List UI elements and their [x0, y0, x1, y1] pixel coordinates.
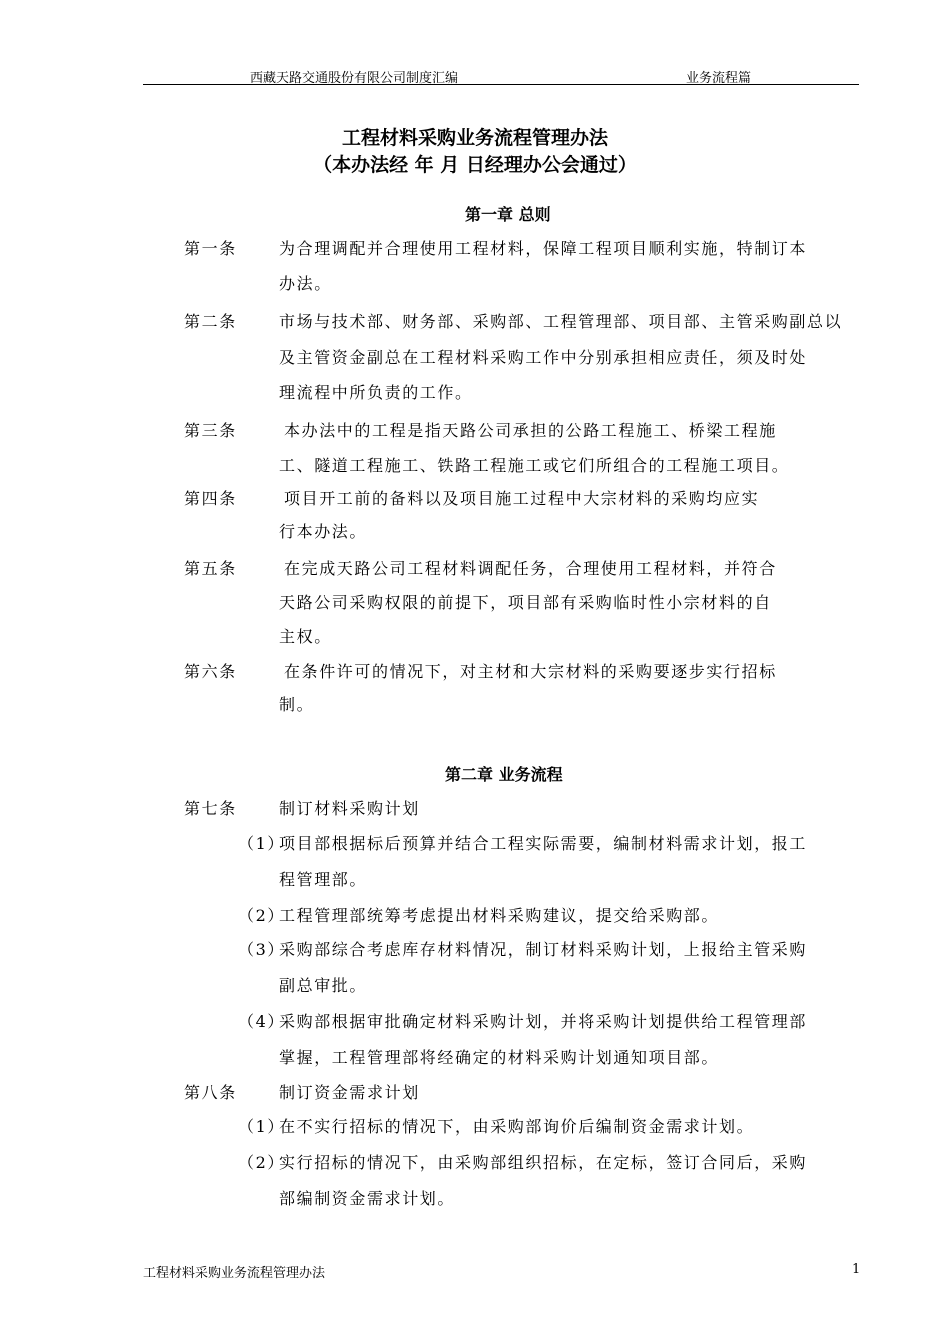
article-7-item-3-number: （3）	[238, 940, 285, 959]
article-1-line-2: 办法。	[279, 274, 332, 293]
article-4-line-1: 项目开工前的备料以及项目施工过程中大宗材料的采购均应实	[284, 489, 760, 508]
header-section: 业务流程篇	[686, 71, 752, 86]
article-4-label: 第四条	[184, 489, 237, 508]
article-8-item-2-line-2: 部编制资金需求计划。	[279, 1189, 456, 1208]
article-7-item-4-line-2: 掌握，工程管理部将经确定的材料采购计划通知项目部。	[279, 1048, 720, 1067]
article-2-line-3: 理流程中所负责的工作。	[279, 383, 473, 402]
chapter-1-heading: 第一章 总则	[465, 205, 551, 224]
article-6-line-1: 在条件许可的情况下，对主材和大宗材料的采购要逐步实行招标	[284, 662, 777, 681]
article-7-item-4-line-1: 采购部根据审批确定材料采购计划，并将采购计划提供给工程管理部	[279, 1012, 808, 1031]
article-6-line-2: 制。	[279, 695, 315, 714]
article-7-item-2-line-1: 工程管理部统筹考虑提出材料采购建议，提交给采购部。	[279, 906, 720, 925]
article-8-item-2-number: （2）	[238, 1153, 285, 1172]
article-7-item-2-number: （2）	[238, 906, 285, 925]
article-8-item-1-number: （1）	[238, 1117, 285, 1136]
article-7-item-3-line-2: 副总审批。	[279, 976, 368, 995]
document-subtitle: （本办法经 年 月 日经理办公会通过）	[313, 154, 637, 176]
article-3-label: 第三条	[184, 421, 237, 440]
article-3-line-2: 工、隧道工程施工、铁路工程施工或它们所组合的工程施工项目。	[279, 456, 790, 475]
article-1-line-1: 为合理调配并合理使用工程材料，保障工程项目顺利实施，特制订本	[279, 239, 808, 258]
article-5-line-2: 天路公司采购权限的前提下，项目部有采购临时性小宗材料的自	[279, 593, 772, 612]
article-5-line-1: 在完成天路公司工程材料调配任务，合理使用工程材料，并符合	[284, 559, 777, 578]
article-7-item-1-line-2: 程管理部。	[279, 870, 368, 889]
chapter-2-heading: 第二章 业务流程	[445, 765, 563, 784]
footer-title: 工程材料采购业务流程管理办法	[143, 1266, 326, 1281]
article-4-line-2: 行本办法。	[279, 522, 368, 541]
article-7-label: 第七条	[184, 799, 237, 818]
article-2-label: 第二条	[184, 312, 237, 331]
article-5-label: 第五条	[184, 559, 237, 578]
article-7-item-4-number: （4）	[238, 1012, 285, 1031]
article-8-item-1-line-1: 在不实行招标的情况下，由采购部询价后编制资金需求计划。	[279, 1117, 755, 1136]
article-7-item-1-line-1: 项目部根据标后预算并结合工程实际需要，编制材料需求计划，报工	[279, 834, 808, 853]
article-1-label: 第一条	[184, 239, 237, 258]
article-7-item-1-number: （1）	[238, 834, 285, 853]
header-company: 西藏天路交通股份有限公司制度汇编	[250, 71, 459, 86]
article-8-title: 制订资金需求计划	[279, 1083, 420, 1102]
header-rule	[143, 84, 859, 85]
document-title: 工程材料采购业务流程管理办法	[341, 127, 608, 149]
page-number: 1	[852, 1262, 861, 1277]
article-8-label: 第八条	[184, 1083, 237, 1102]
article-2-line-1: 市场与技术部、财务部、采购部、工程管理部、项目部、主管采购副总以	[279, 312, 843, 331]
article-7-title: 制订材料采购计划	[279, 799, 420, 818]
article-6-label: 第六条	[184, 662, 237, 681]
article-5-line-3: 主权。	[279, 627, 332, 646]
article-2-line-2: 及主管资金副总在工程材料采购工作中分别承担相应责任，须及时处	[279, 348, 808, 367]
article-3-line-1: 本办法中的工程是指天路公司承担的公路工程施工、桥梁工程施	[284, 421, 777, 440]
article-7-item-3-line-1: 采购部综合考虑库存材料情况，制订材料采购计划，上报给主管采购	[279, 940, 808, 959]
article-8-item-2-line-1: 实行招标的情况下，由采购部组织招标，在定标，签订合同后，采购	[279, 1153, 808, 1172]
